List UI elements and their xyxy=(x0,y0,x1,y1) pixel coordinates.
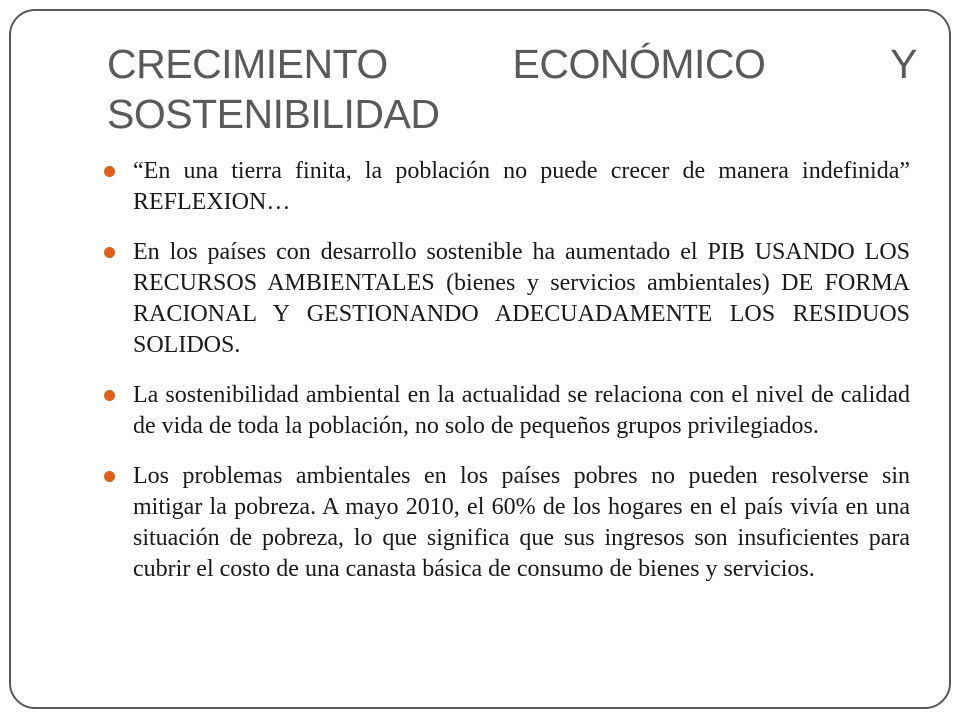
bullet-text: “En una tierra finita, la población no puede crecer de manera indefinida” REFLEXION… xyxy=(133,158,910,215)
bullet-item xyxy=(104,461,910,585)
bullet-dot-icon xyxy=(104,166,115,177)
bullet-item xyxy=(104,156,910,218)
bullet-list xyxy=(104,156,910,604)
bullet-dot-icon xyxy=(104,390,115,401)
bullet-item xyxy=(104,237,910,361)
bullet-text: Los problemas ambientales en los países pobres no pueden resolverse sin mitigar la pobreza. A mayo 2010, el 60% de los hogares en el país vivía en una situación de pobreza, lo que significa que sus ingresos son insuficientes para cubrir el costo de una canasta básica de consumo de bienes y servicios. xyxy=(133,463,910,582)
slide-title xyxy=(107,39,917,139)
bullet-text: En los países con desarrollo sostenible ha aumentado el PIB USANDO LOS RECURSOS AMBIENTALES (bienes y servicios ambientales) DE FORMA RACIONAL Y GESTIONANDO ADECUADAMENTE LOS RESIDUOS SOLIDOS. xyxy=(133,239,910,358)
bullet-dot-icon xyxy=(104,247,115,258)
title-line-1 xyxy=(107,39,917,89)
title-line-2: SOSTENIBILIDAD xyxy=(107,91,440,137)
bullet-text: La sostenibilidad ambiental en la actualidad se relaciona con el nivel de calidad de vida de toda la población, no solo de pequeños grupos privilegiados. xyxy=(133,382,910,439)
title-word: CRECIMIENTO xyxy=(107,41,388,87)
title-word: ECONÓMICO xyxy=(512,41,766,87)
bullet-item xyxy=(104,380,910,442)
bullet-dot-icon xyxy=(104,471,115,482)
title-word: Y xyxy=(890,41,917,87)
